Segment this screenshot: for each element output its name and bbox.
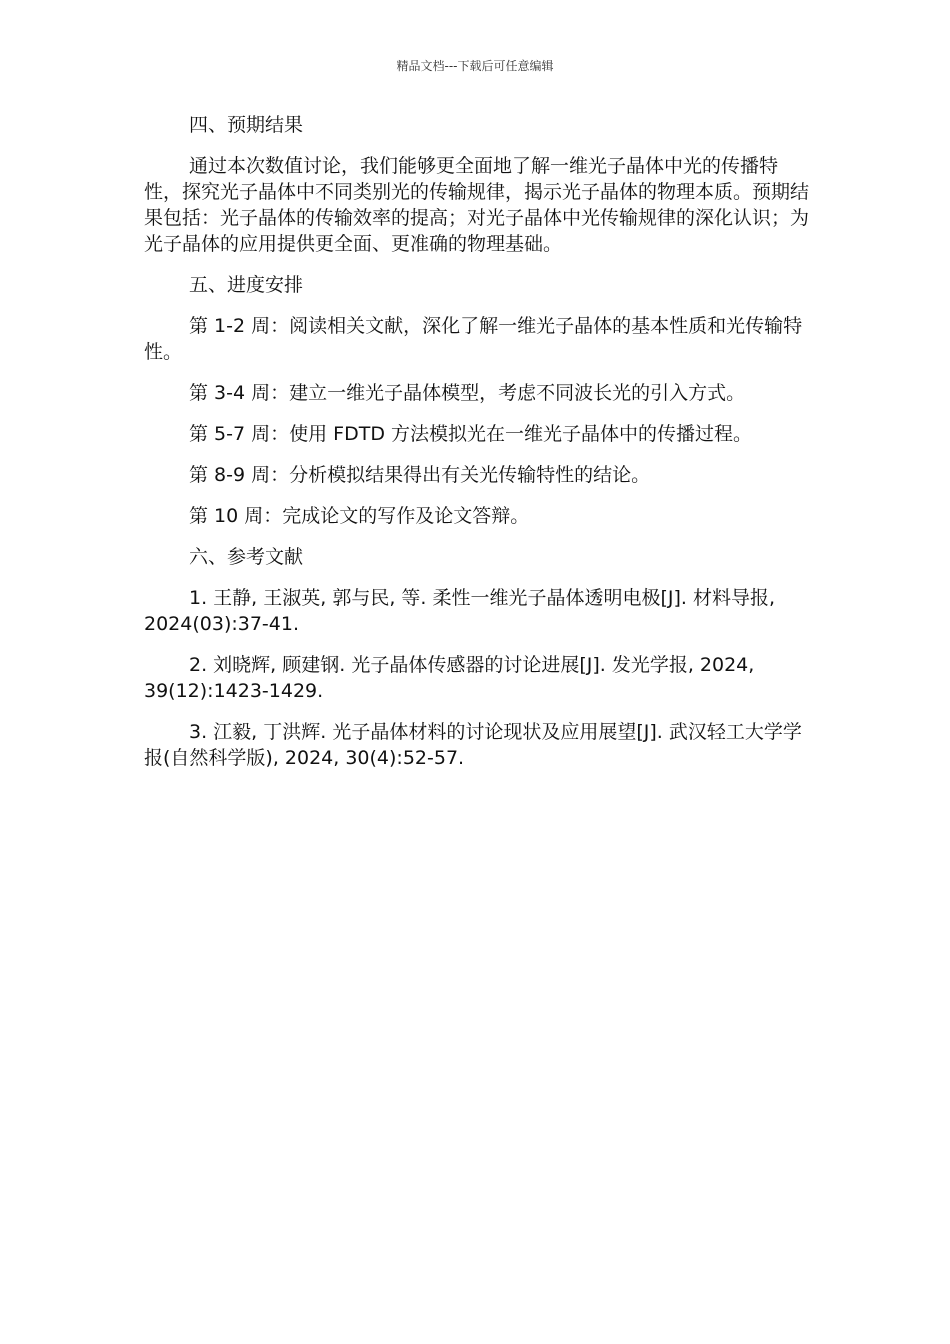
document-body [144, 112, 812, 786]
page-header: 精品文档---下载后可任意编辑 [396, 59, 554, 73]
schedule-item: 第 8-9 周：分析模拟结果得出有关光传输特性的结论。 [189, 464, 651, 486]
reference-item: 3. 江毅, 丁洪辉. 光子晶体材料的讨论现状及应用展望[J]. 武汉轻工大学学报(自然科学版), 2024, 30(4):52-57. [144, 721, 802, 769]
schedule-item: 第 5-7 周：使用 FDTD 方法模拟光在一维光子晶体中的传播过程。 [189, 423, 752, 445]
section-heading-results: 四、预期结果 [189, 114, 304, 136]
results-paragraph: 通过本次数值讨论，我们能够更全面地了解一维光子晶体中光的传播特性，探究光子晶体中不同类别光的传输规律，揭示光子晶体的物理本质。预期结果包括：光子晶体的传输效率的提高；对光子晶体中光传输规律的深化认识；为光子晶体的应用提供更全面、更准确的物理基础。 [144, 155, 810, 255]
reference-item: 2. 刘晓辉, 顾建钢. 光子晶体传感器的讨论进展[J]. 发光学报, 2024, 39(12):1423-1429. [144, 654, 755, 702]
section-heading-references: 六、参考文献 [189, 546, 304, 568]
schedule-item: 第 1-2 周：阅读相关文献，深化了解一维光子晶体的基本性质和光传输特性。 [144, 315, 803, 363]
schedule-item: 第 10 周：完成论文的写作及论文答辩。 [189, 505, 530, 527]
schedule-item: 第 3-4 周：建立一维光子晶体模型，考虑不同波长光的引入方式。 [189, 382, 746, 404]
section-heading-schedule: 五、进度安排 [189, 274, 304, 296]
reference-item: 1. 王静, 王淑英, 郭与民, 等. 柔性一维光子晶体透明电极[J]. 材料导报, 2024(03):37-41. [144, 587, 776, 635]
